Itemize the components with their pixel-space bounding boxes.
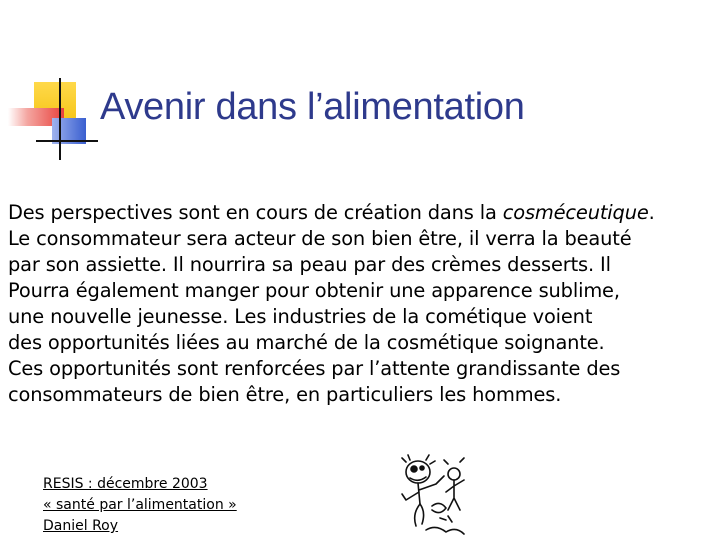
- source-link-author[interactable]: Daniel Roy: [43, 518, 119, 534]
- body-line: Des perspectives sont en cours de création dans la cosméceutique.: [8, 201, 655, 224]
- body-line: Ces opportunités sont renforcées par l’attente grandissante des: [8, 357, 621, 380]
- slide-body: [8, 200, 720, 408]
- slide-title: Avenir dans l’alimentation: [100, 86, 525, 128]
- body-line: consommateurs de bien être, en particuliers les hommes.: [8, 383, 562, 406]
- body-line: Pourra également manger pour obtenir une apparence sublime,: [8, 279, 620, 302]
- cartoon-character-icon: [396, 454, 476, 538]
- source-link-publication[interactable]: RESIS : décembre 2003: [43, 476, 208, 492]
- slide-logo-icon: [8, 78, 98, 160]
- body-line: une nouvelle jeunesse. Les industries de la cométique voient: [8, 305, 593, 328]
- body-line: par son assiette. Il nourrira sa peau par des crèmes desserts. Il: [8, 253, 611, 276]
- source-link-title[interactable]: « santé par l’alimentation »: [43, 497, 237, 513]
- source-citation: [43, 474, 237, 537]
- emphasis-term: cosméceutique: [502, 201, 649, 224]
- body-line: des opportunités liées au marché de la cosmétique soignante.: [8, 331, 605, 354]
- body-line: Le consommateur sera acteur de son bien être, il verra la beauté: [8, 227, 632, 250]
